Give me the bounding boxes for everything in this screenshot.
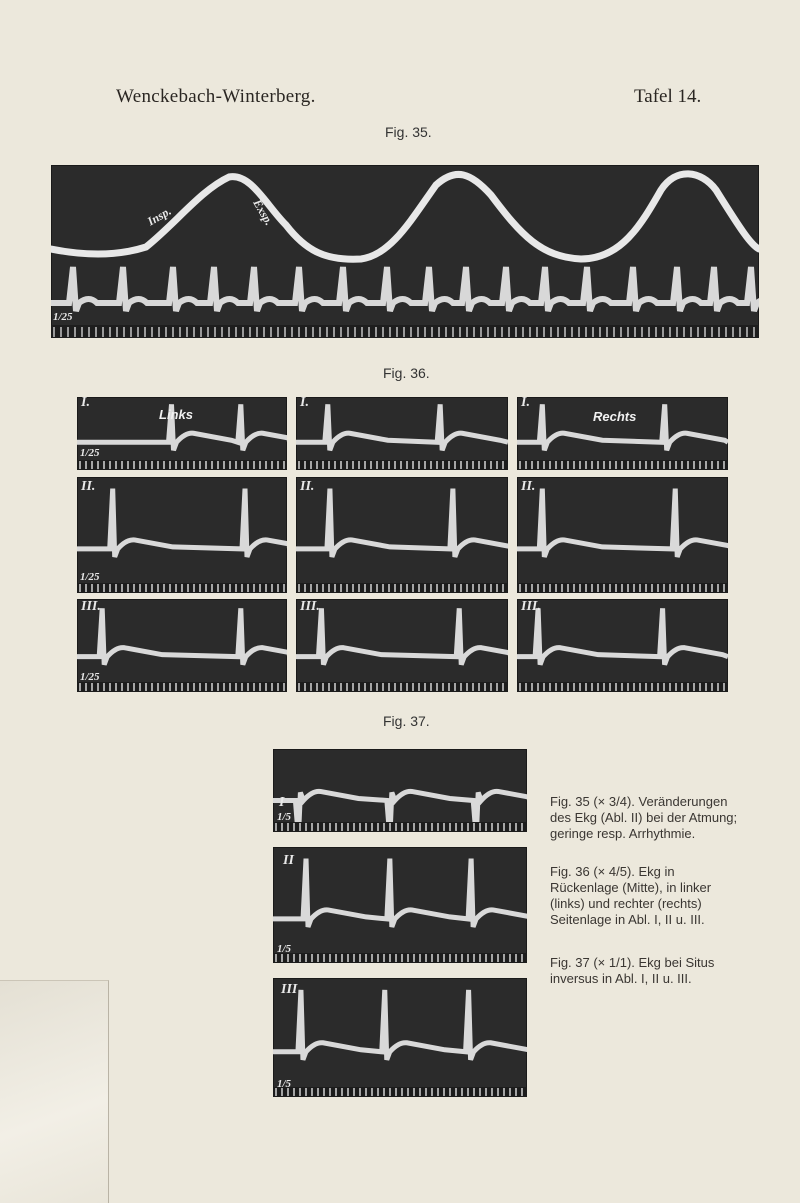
- fig37-lead1-time: 1/5: [277, 811, 292, 823]
- fig36-left-lead2-label: II.: [81, 479, 96, 494]
- fig36-left-lead3-label: III.: [81, 599, 101, 614]
- fig37-lead3: [273, 978, 527, 1097]
- fig36-mid-lead3-svg: [296, 599, 508, 692]
- fig37-title: Fig. 37.: [383, 713, 430, 729]
- caption-fig35: [550, 794, 740, 842]
- fig35-ecg-trace: [51, 165, 759, 338]
- caption-fig36-text: Fig. 36 (× 4/5). Ekg in Rückenlage (Mitte), in linker (links) und rechter (rechts) Seitenlage in Abl. I, II u. III.: [550, 864, 712, 927]
- fig36-rechts-label: Rechts: [593, 409, 637, 424]
- fig36-left-lead3-time: 1/25: [80, 671, 100, 683]
- fig36-left-lead1: [77, 397, 287, 470]
- fig36-left-lead1-label: I.: [81, 397, 90, 410]
- fig36-left-lead3-svg: [77, 599, 287, 692]
- fig36-right-lead1-svg: [517, 397, 728, 470]
- fig35-trace-svg: [51, 165, 759, 338]
- caption-fig37-text: Fig. 37 (× 1/1). Ekg bei Situs inversus in Abl. I, II u. III.: [550, 955, 715, 986]
- caption-fig35-text: Fig. 35 (× 3/4). Veränderungen des Ekg (Abl. II) bei der Atmung; geringe resp. Arrhythmie.: [550, 794, 738, 841]
- plate-number-header: Tafel 14.: [634, 86, 702, 107]
- fig37-lead2-label: II: [283, 853, 294, 868]
- fig36-mid-lead2: [296, 477, 508, 593]
- fig36-mid-lead1-label: I.: [300, 397, 309, 410]
- fig35-title: Fig. 35.: [385, 124, 432, 140]
- fig37-lead2-time: 1/5: [277, 943, 292, 955]
- fig36-mid-lead2-label: II.: [300, 479, 315, 494]
- fig37-lead3-svg: [273, 978, 527, 1097]
- fig36-left-lead2-svg: [77, 477, 287, 593]
- fig37-lead2: [273, 847, 527, 963]
- fig36-mid-lead1-svg: [296, 397, 508, 470]
- fig37-lead1-label: I: [279, 795, 285, 810]
- fig35-time-label: 1/25: [53, 311, 73, 323]
- fig36-right-lead1-label: I.: [521, 397, 530, 410]
- fig37-lead1: [273, 749, 527, 832]
- fig36-right-lead3-svg: [517, 599, 728, 692]
- fig37-lead1-svg: [273, 749, 527, 832]
- fig37-lead2-svg: [273, 847, 527, 963]
- fig36-links-label: Links: [159, 407, 193, 422]
- fig36-mid-lead2-svg: [296, 477, 508, 593]
- fig37-lead3-time: 1/5: [277, 1078, 292, 1090]
- fig36-left-lead3: [77, 599, 287, 692]
- fig35-insp-label: Insp.: [144, 203, 174, 229]
- fig36-mid-lead3: [296, 599, 508, 692]
- fig35-exsp-label: Exsp.: [250, 196, 277, 228]
- fig36-right-lead3: [517, 599, 728, 692]
- fig36-right-lead2: [517, 477, 728, 593]
- fig36-mid-lead1: [296, 397, 508, 470]
- fig36-mid-lead3-label: III.: [300, 599, 320, 614]
- fig36-left-lead2-time: 1/25: [80, 571, 100, 583]
- fig36-right-lead3-label: III.: [521, 599, 541, 614]
- fig36-title: Fig. 36.: [383, 365, 430, 381]
- fig36-right-lead2-label: II.: [521, 479, 536, 494]
- fig36-right-lead2-svg: [517, 477, 728, 593]
- caption-fig37: [550, 955, 740, 987]
- caption-fig36: [550, 864, 740, 928]
- fig37-lead3-label: III: [281, 982, 298, 997]
- fig36-left-lead1-time: 1/25: [80, 447, 100, 459]
- page-curl-decoration: [0, 980, 109, 1203]
- fig36-left-lead2: [77, 477, 287, 593]
- fig36-right-lead1: [517, 397, 728, 470]
- plate-author-header: Wenckebach-Winterberg.: [116, 86, 316, 107]
